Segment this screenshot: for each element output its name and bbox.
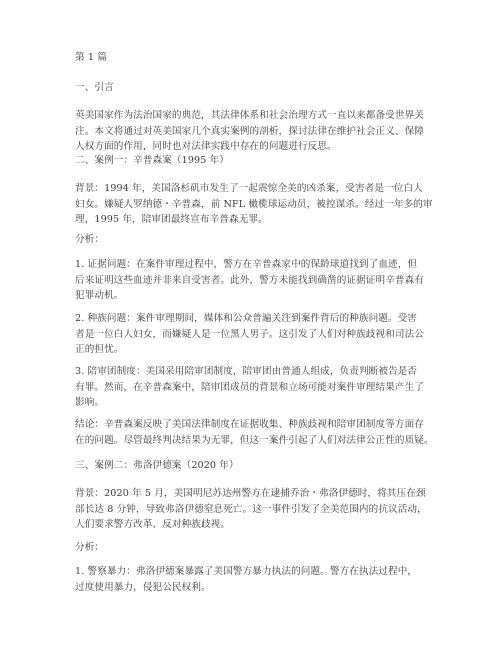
- text-line: 在的问题。尽管最终判决结果为无罪，但这一案件引起了人们对法律公正性的质疑。: [75, 434, 434, 446]
- text-line: 影响。: [75, 397, 105, 408]
- text-line: 妇女。嫌疑人罗纳德・辛普森，前 NFL 橄榄球运动员，被控谋杀。经过一年多的审: [75, 198, 433, 210]
- text-line: 后来证明这些血迹并非来自受害者。此外，警方未能找到确凿的证据证明辛普森有: [75, 274, 424, 286]
- text-line: 一、引言: [75, 82, 114, 93]
- heading-introduction: [75, 80, 114, 96]
- text-line: 过度使用暴力，侵犯公民权利。: [75, 581, 211, 593]
- label-analysis: [75, 232, 104, 248]
- text-line: 部长达 8 分钟，导致弗洛伊德窒息死亡。这一事件引发了全美范围内的抗议活动，: [75, 503, 427, 515]
- paragraph-case-one-conclusion: [75, 417, 434, 448]
- text-line: 3. 陪审团制度：美国采用陪审团制度，陪审团由普通人组成，负责判断被告是否: [75, 366, 418, 377]
- heading-case-one: [75, 153, 229, 169]
- heading-case-two: [75, 458, 239, 474]
- text-line: 人权方面的作用，同时也对法律实践中存在的问题进行反思。: [75, 141, 337, 152]
- paragraph-evidence-issue: [75, 257, 424, 304]
- text-line: 三、案例二：弗洛伊德案（2020 年）: [75, 460, 239, 471]
- text-line: 分析：: [75, 234, 105, 245]
- text-line: 分析：: [75, 542, 105, 553]
- text-line: 背景：2020 年 5 月，美国明尼苏达州警方在逮捕乔治・弗洛伊德时，将其压在颈: [75, 488, 426, 499]
- paragraph-jury-system: [75, 364, 424, 411]
- paragraph-case-one-background: [75, 181, 433, 228]
- page-label: 第 1 篇: [75, 52, 107, 63]
- text-line: 人们要求警方改革、反对种族歧视。: [75, 519, 231, 530]
- text-line: 1. 证据问题：在案件审理过程中，警方在辛普森家中的保龄球道找到了血迹，但: [75, 259, 418, 270]
- text-line: 有罪。然而，在辛普森案中，陪审团成员的背景和立场可能对案件审理结果产生了: [75, 381, 424, 393]
- text-line: 英美国家作为法治国家的典范，其法律体系和社会治理方式一直以来都备受世界关: [75, 110, 424, 121]
- paragraph-race-issue: [75, 311, 424, 358]
- paragraph-case-two-background: [75, 486, 427, 533]
- text-line: 背景：1994 年，美国洛杉矶市发生了一起震惊全美的凶杀案，受害者是一位白人: [75, 183, 423, 194]
- text-line: 正的担忧。: [75, 344, 124, 355]
- paragraph-police-violence: [75, 564, 417, 595]
- text-line: 理，1995 年，陪审团最终宣布辛普森无罪。: [75, 214, 268, 225]
- label-analysis-two: [75, 540, 104, 556]
- text-line: 者是一位白人妇女，而嫌疑人是一位黑人男子。这引发了人们对种族歧视和司法公: [75, 328, 424, 340]
- text-line: 犯罪动机。: [75, 290, 124, 301]
- paragraph-introduction: [75, 108, 424, 155]
- text-line: 二、案例一：辛普森案（1995 年）: [75, 155, 229, 166]
- text-line: 注。本文将通过对英美国家几个真实案例的剖析，探讨法律在维护社会正义、保障: [75, 125, 424, 137]
- text-line: 结论：辛普森案反映了美国法律制度在证据收集、种族歧视和陪审团制度等方面存: [75, 419, 424, 430]
- text-line: 2. 种族问题：案件审理期间，媒体和公众普遍关注到案件背后的种族问题。受害: [75, 313, 418, 324]
- text-line: 1. 警察暴力：弗洛伊德案暴露了美国警方暴力执法的问题。警方在执法过程中，: [75, 566, 418, 577]
